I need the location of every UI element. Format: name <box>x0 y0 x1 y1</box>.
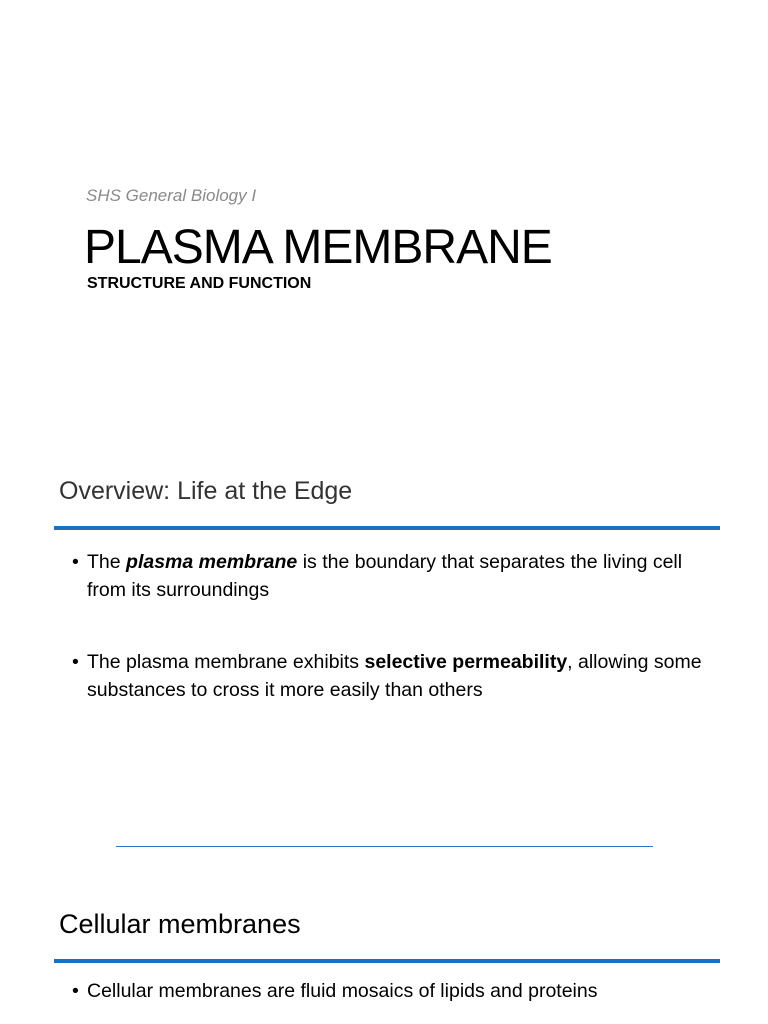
bullet-icon: • <box>72 551 79 573</box>
list-item <box>72 978 712 1006</box>
section-divider <box>54 526 720 530</box>
bullet-emphasis: plasma membrane <box>126 551 298 573</box>
section-heading-overview: Overview: Life at the Edge <box>59 477 353 505</box>
page-title: PLASMA MEMBRANE <box>84 221 552 274</box>
bullet-icon: • <box>72 651 79 673</box>
page-subtitle: STRUCTURE AND FUNCTION <box>87 275 312 292</box>
slide-footer-divider <box>116 846 653 847</box>
list-item <box>72 549 712 604</box>
section-heading-cellular-membranes: Cellular membranes <box>59 909 301 939</box>
bullet-text: Cellular membranes are fluid mosaics of lipids and proteins <box>87 980 598 1002</box>
bullet-text-part: The <box>87 551 127 573</box>
list-item <box>72 649 712 704</box>
bullet-text-part: The plasma membrane exhibits <box>87 651 365 673</box>
bullet-text-part: , allowing some substances to cross it more easily than others <box>87 651 702 701</box>
bullet-text <box>72 649 712 704</box>
bullet-icon: • <box>72 980 79 1002</box>
bullet-text-part: is the boundary that separates the living cell from its surroundings <box>87 551 683 601</box>
section-divider <box>54 959 720 963</box>
bullet-text <box>72 549 712 604</box>
course-label: SHS General Biology I <box>86 186 257 205</box>
bullet-emphasis: selective permeability <box>364 651 568 673</box>
